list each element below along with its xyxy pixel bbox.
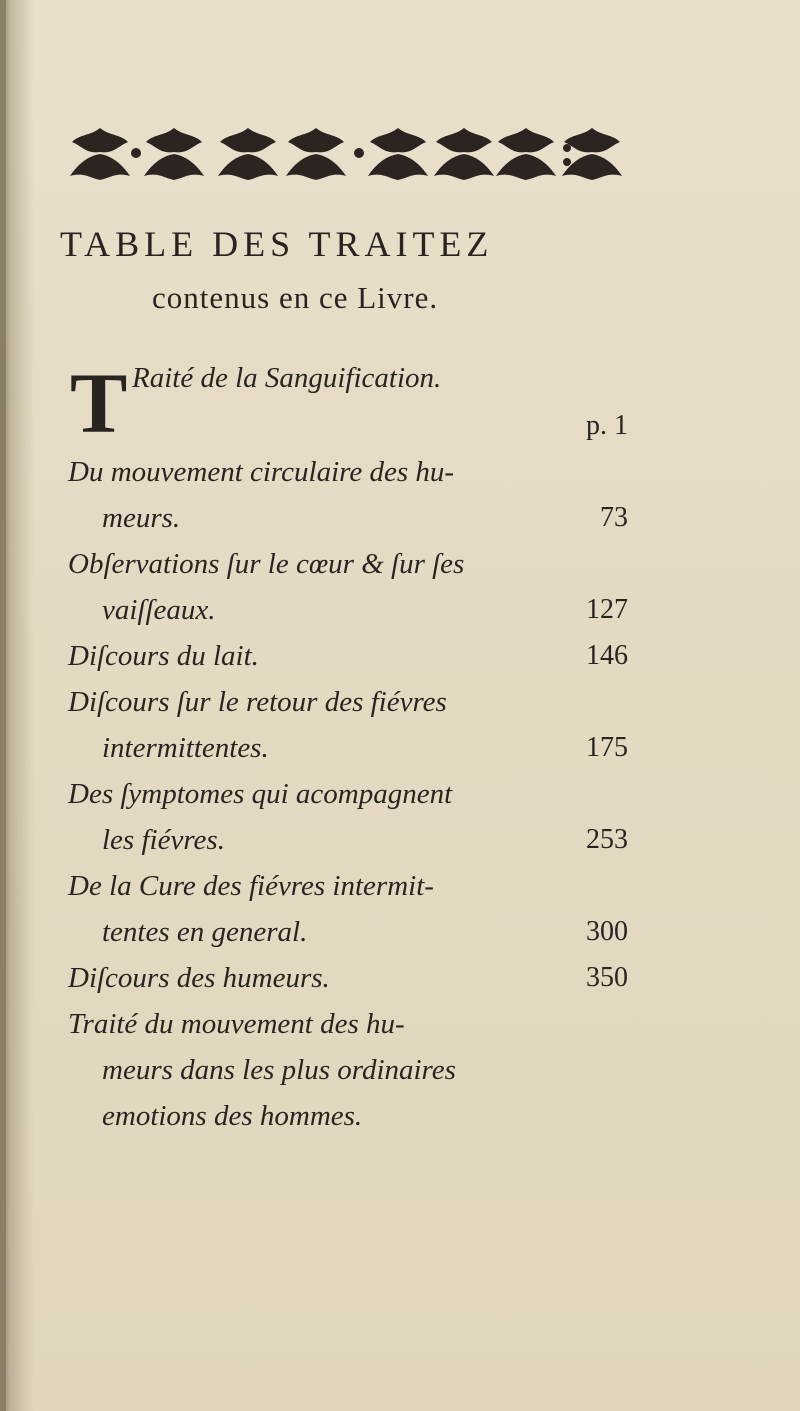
page-subtitle: contenus en ce Livre. — [152, 280, 439, 315]
toc-page-number: 300 — [586, 916, 628, 947]
toc-entry-row — [68, 962, 628, 1008]
toc-entry-title: Obſervations ſur le cœur & ſur ſes — [68, 548, 465, 580]
toc-page-number: 146 — [586, 640, 628, 671]
toc-entry-title: Raité de la Sanguification. — [132, 362, 442, 394]
toc-entry-row — [68, 640, 628, 686]
toc-page-number: 253 — [586, 824, 628, 855]
toc-entry-text: meurs. — [102, 502, 181, 534]
toc-entry-title: Du mouvement circulaire des hu- — [68, 456, 455, 488]
toc-page-number: 175 — [586, 732, 628, 763]
toc-entry-title: Diſcours du lait. — [68, 640, 259, 672]
toc-entry-page-row — [68, 410, 628, 456]
toc-page-number: p. 1 — [586, 410, 628, 441]
toc-entry-continuation — [102, 502, 628, 548]
toc-entry-title: Diſcours des humeurs. — [68, 962, 330, 994]
toc-page-number: 350 — [586, 962, 628, 993]
toc-entry-continuation: emotions des hommes. — [102, 1100, 363, 1132]
toc-entry-text: tentes en general. — [102, 916, 308, 948]
toc-entry-continuation: meurs dans les plus ordinaires — [102, 1054, 456, 1086]
toc-page-number: 127 — [586, 594, 628, 625]
toc-entry-text: les fiévres. — [102, 824, 225, 856]
toc-page-number: 73 — [600, 502, 628, 533]
toc-entry-continuation — [102, 824, 628, 870]
toc-entry-text: vaiſſeaux. — [102, 594, 216, 626]
toc-entry-title: Diſcours ſur le retour des fiévres — [68, 686, 447, 718]
toc-entry-continuation — [102, 594, 628, 640]
drop-cap: T — [70, 355, 128, 451]
toc-entry-continuation — [102, 916, 628, 962]
toc-entry-continuation — [102, 732, 628, 778]
toc-entry-text: intermittentes. — [102, 732, 269, 764]
toc-entry-title: Des ſymptomes qui acompagnent — [68, 778, 453, 810]
page-title: TABLE DES TRAITEZ — [60, 224, 494, 264]
toc-entry-title: De la Cure des fiévres intermit- — [68, 870, 434, 902]
toc-entry-title: Traité du mouvement des hu- — [68, 1008, 405, 1040]
